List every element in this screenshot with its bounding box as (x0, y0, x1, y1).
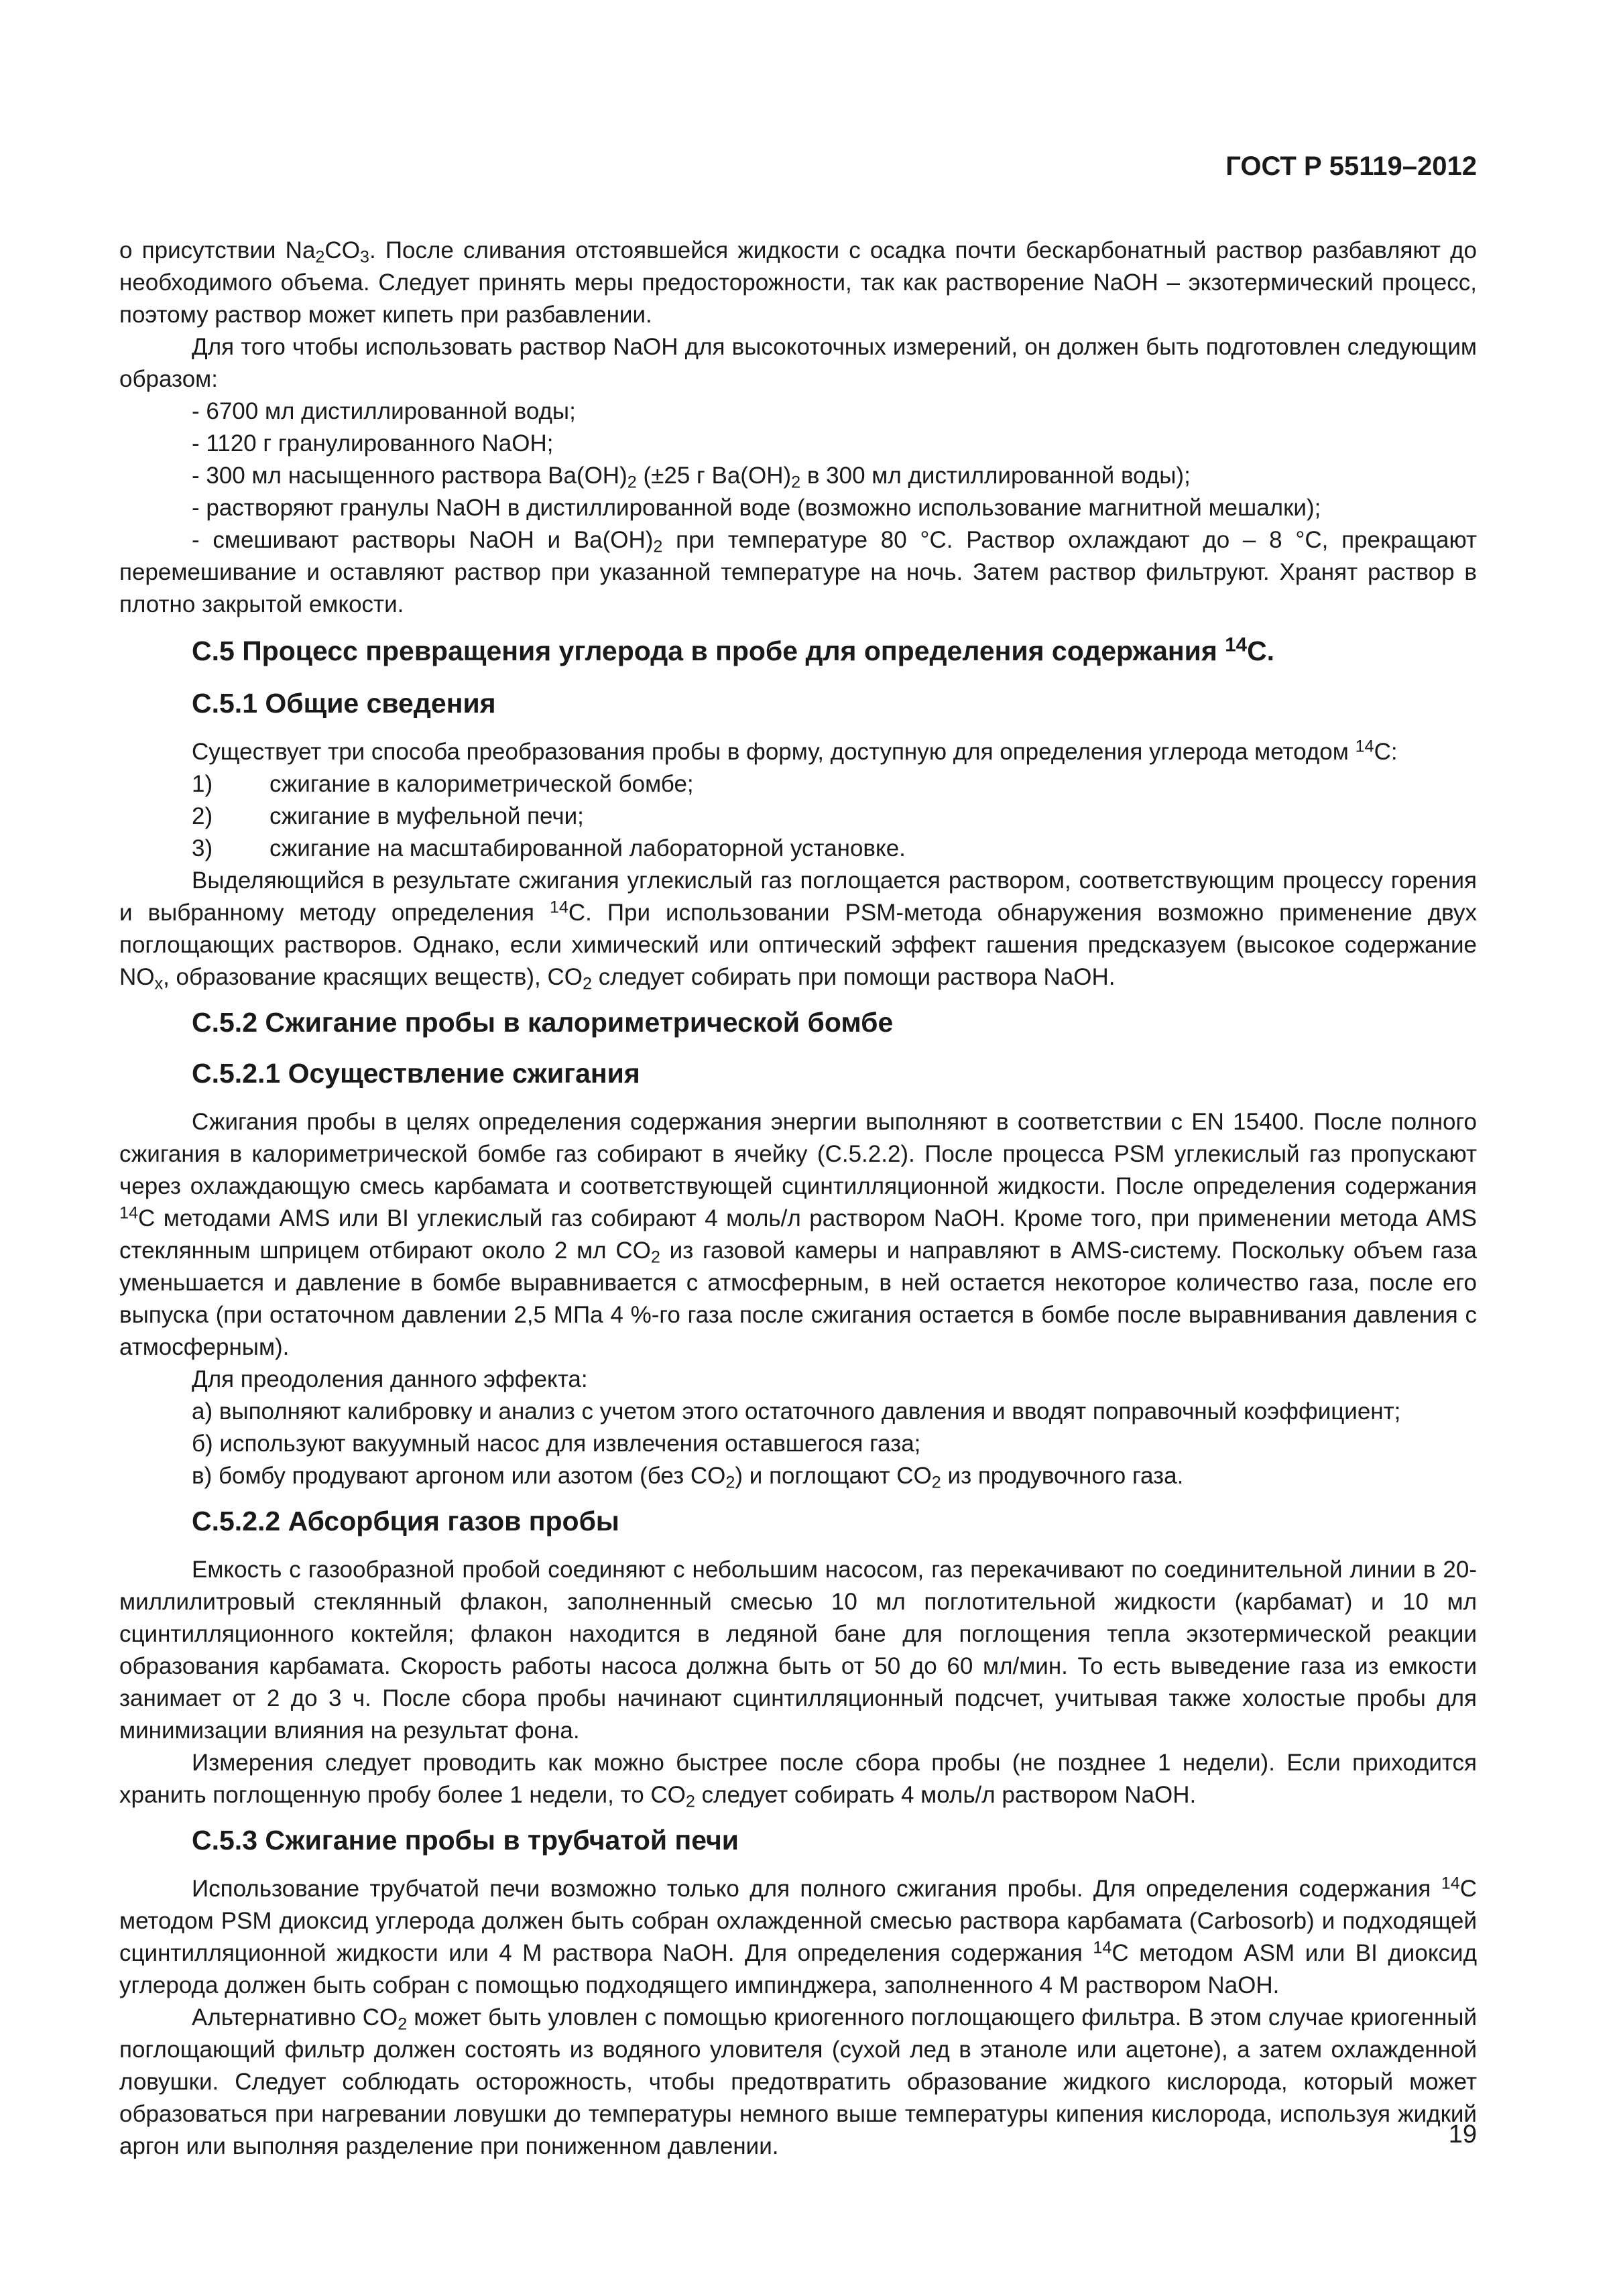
list-item: - 300 мл насыщенного раствора $Ba(OH)_2$ (±25 г $Ba(OH)_2$ в 300 мл дистиллированной воды); (192, 463, 1191, 492)
subsection-heading: С.5.2 Сжигание пробы в калориметрической бомбе (192, 1007, 894, 1038)
list-item: - 6700 мл дистиллированной воды; (192, 398, 576, 424)
page-number: 19 (1448, 2120, 1477, 2149)
subsection-heading: С.5.2.2 Абсорбция газов пробы (192, 1506, 619, 1536)
list-item: а) выполняют калибровку и анализ с учетом этого остаточного давления и вводят поправочный коэффициент; (192, 1398, 1401, 1425)
subsection-heading: С.5.2.1 Осуществление сжигания (192, 1058, 640, 1089)
list-item: б) используют вакуумный насос для извлечения оставшегося газа; (192, 1431, 921, 1457)
list-item: - растворяют гранулы NaOH в дистиллированной воде (возможно использование магнитной мешалки); (192, 495, 1321, 521)
document-body (119, 235, 1477, 2163)
paragraph: Измерения следует проводить как можно быстрее после сбора пробы (не позднее 1 недели). Если приходится хранить поглощенную пробу более 1 недели, то $CO_2$ следует собирать 4 моль/л раствором NaOH. (119, 1750, 1477, 1811)
subsection-heading: С.5.1 Общие сведения (192, 688, 496, 719)
standard-header: ГОСТ Р 55119–2012 (1225, 152, 1477, 181)
subsection-heading: С.5.3 Сжигание пробы в трубчатой печи (192, 1825, 739, 1856)
paragraph: Для преодоления данного эффекта: (192, 1366, 588, 1392)
paragraph: о присутствии $Na_2CO_3$. После сливания отстоявшейся жидкости с осадка почти бескарбонатный раствор разбавляют до необходимого объема. Следует принять меры предосторожности, так как растворение NaOH – экзотермический процесс, поэтому раствор может кипеть при разбавлении. (119, 237, 1477, 328)
list-item: в) бомбу продувают аргоном или азотом (без $CO_2$) и поглощают $CO_2$ из продувочного газа. (192, 1463, 1184, 1492)
paragraph: Выделяющийся в результате сжигания углекислый газ поглощается раствором, соответствующим процессу горения и выбранному методу определения $^{14}$С. При использовании PSM-метода обнаружения возможно применение двух поглощающих растворов. Однако, если химический или оптический эффект гашения предсказуем (высокое содержание $NO_x$, образование красящих веществ), $CO_2$ следует собирать при помощи раствора NaOH. (119, 867, 1477, 993)
paragraph: Сжигания пробы в целях определения содержания энергии выполняют в соответствии с EN 15400. После полного сжигания в калориметрической бомбе газ собирают в ячейку (С.5.2.2). После процесса PSM углекислый газ пропускают через охлаждающую смесь карбамата и соответствующей сцинтилляционной жидкости. После определения содержания $^{14}$С методами AMS или BI углекислый газ собирают 4 моль/л раствором NaOH. Кроме того, при применении метода AMS стеклянным шприцем отбирают около 2 мл $CO_2$ из газовой камеры и направляют в AMS-систему. Поскольку объем газа уменьшается и давление в бомбе выравнивается с атмосферным, в ней остается некоторое количество газа, после его выпуска (при остаточном давлении 2,5 МПа 4 %-го газа после сжигания остается в бомбе после выравнивания давления с атмосферным). (119, 1109, 1477, 1360)
list-item: - 1120 г гранулированного NaOH; (192, 430, 554, 457)
list-item: 3) сжигание на масштабированной лабораторной установке. (192, 835, 906, 861)
list-item: 1) сжигание в калориметрической бомбе; (192, 771, 694, 797)
list-item: 2) сжигание в муфельной печи; (192, 803, 584, 829)
section-heading: С.5 Процесс превращения углерода в пробе для определения содержания $^{14}$С. (192, 633, 1275, 666)
paragraph: Существует три способа преобразования пробы в форму, доступную для определения углерода методом $^{14}$С: (192, 737, 1398, 765)
paragraph: Емкость с газообразной пробой соединяют с небольшим насосом, газ перекачивают по соединительной линии в 20-миллилитровый стеклянный флакон, заполненный смесью 10 мл поглотительной жидкости (карбамат) и 10 мл сцинтилляционного коктейля; флакон находится в ледяной бане для поглощения тепла экзотермической реакции образования карбамата. Скорость работы насоса должна быть от 50 до 60 мл/мин. То есть выведение газа из емкости занимает от 2 до 3 ч. После сбора пробы начинают сцинтилляционный подсчет, учитывая также холостые пробы для минимизации влияния на результат фона. (119, 1557, 1477, 1744)
paragraph: Для того чтобы использовать раствор NaOH для высокоточных измерений, он должен быть подготовлен следующим образом: (119, 334, 1477, 392)
list-item: - смешивают растворы NaOH и $Ba(OH)_2$ при температуре 80 °С. Раствор охлаждают до – 8 °С, прекращают перемешивание и оставляют раствор при указанной температуре на ночь. Затем раствор фильтруют. Хранят раствор в плотно закрытой емкости. (119, 527, 1477, 617)
paragraph: Использование трубчатой печи возможно только для полного сжигания пробы. Для определения содержания $^{14}$С методом PSM диоксид углерода должен быть собран охлажденной смесью раствора карбамата (Carbosorb) и подходящей сцинтилляционной жидкости или 4 М раствора NaOH. Для определения содержания $^{14}$С методом ASM или BI диоксид углерода должен быть собран с помощью подходящего импинджера, заполненного 4 М раствором NaOH. (119, 1874, 1477, 1998)
paragraph: Альтернативно $CO_2$ может быть уловлен с помощью криогенного поглощающего фильтра. В этом случае криогенный поглощающий фильтр должен состоять из водяного уловителя (сухой лед в этаноле или ацетоне), а затем охлажденной ловушки. Следует соблюдать осторожность, чтобы предотвратить образование жидкого кислорода, который может образоваться при нагревании ловушки до температуры немного выше температуры кипения кислорода, используя жидкий аргон или выполняя разделение при пониженном давлении. (119, 2004, 1477, 2159)
